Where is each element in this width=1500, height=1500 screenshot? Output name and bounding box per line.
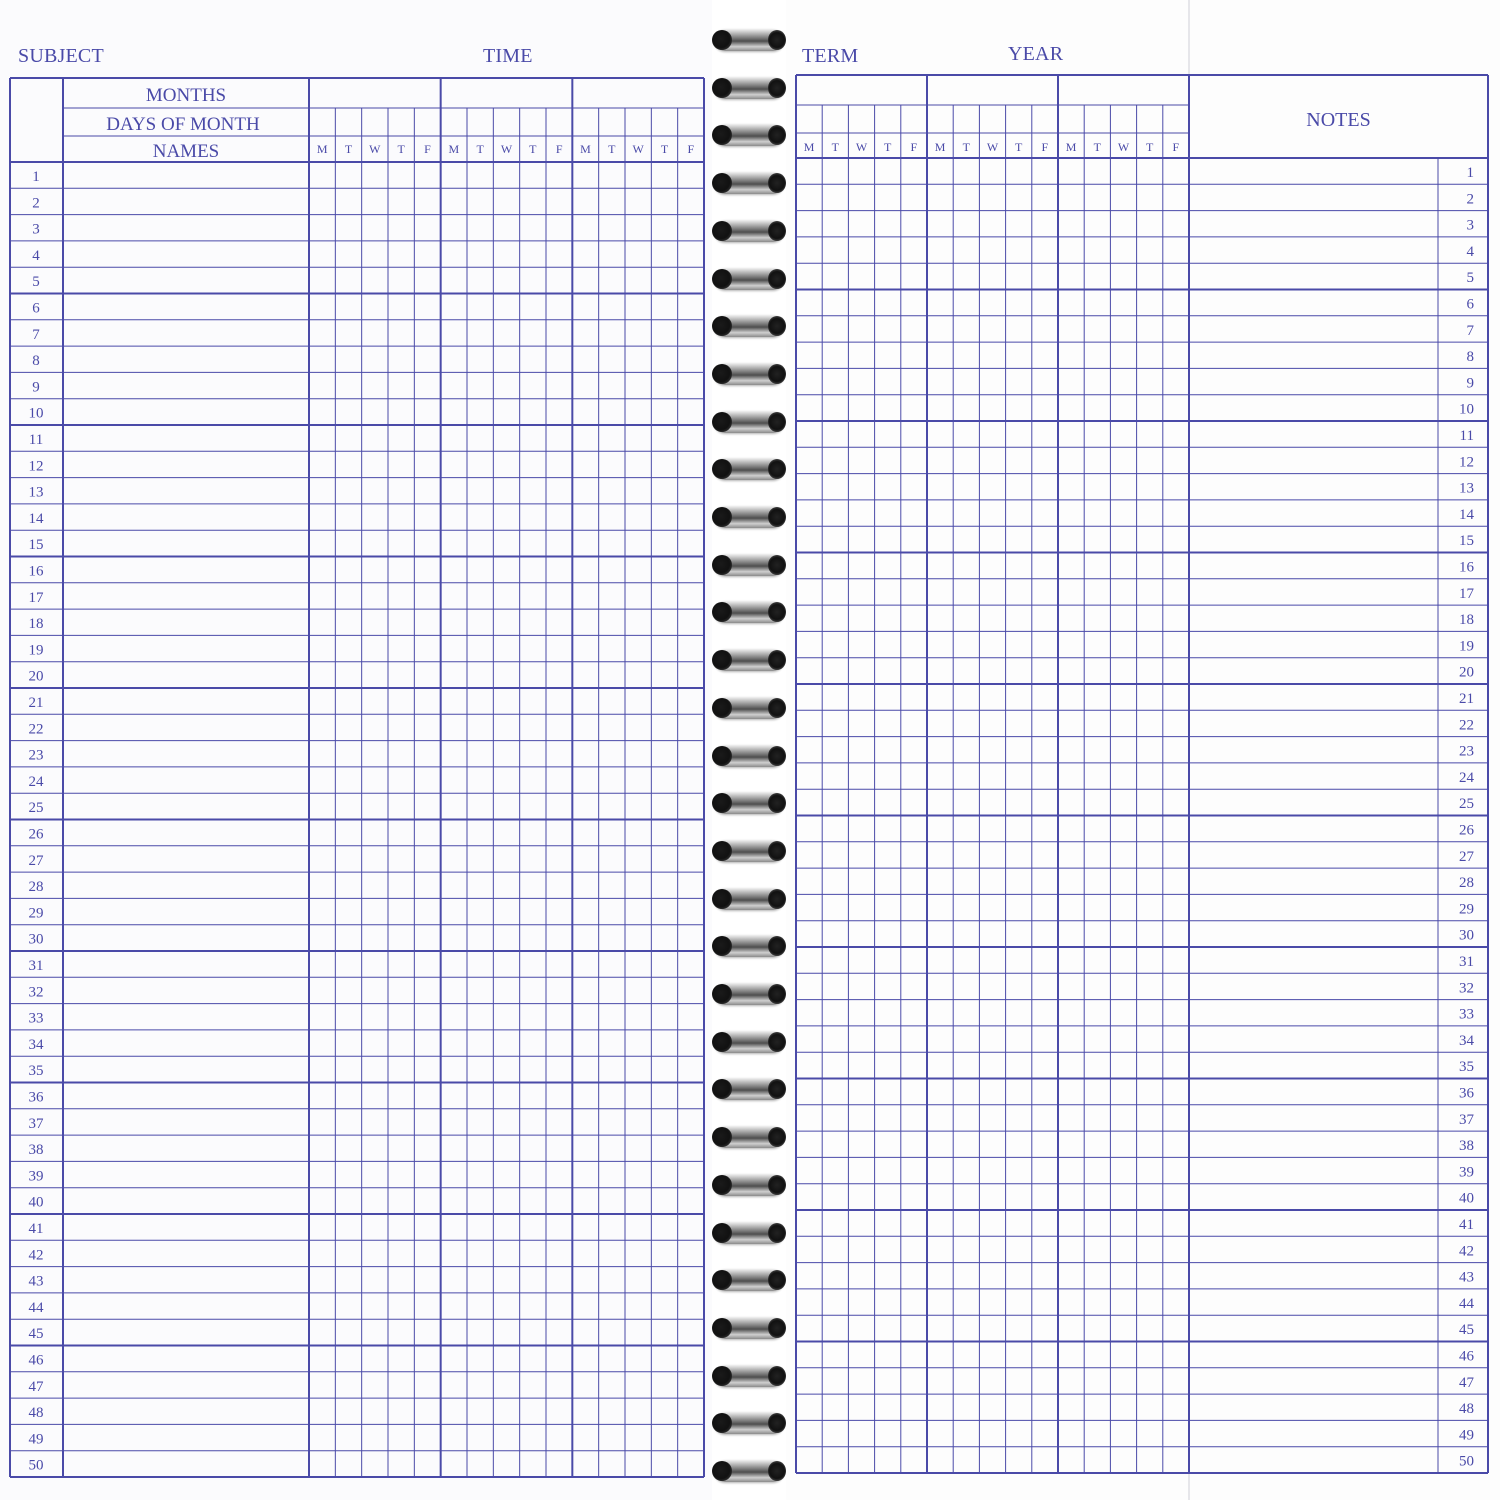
row-number: 15	[28, 537, 44, 554]
spiral-coil	[714, 1031, 784, 1053]
row-number: 3	[32, 221, 40, 238]
row-number: 32	[28, 984, 44, 1001]
spiral-coil	[714, 935, 784, 957]
row-number: 14	[1459, 506, 1474, 523]
row-number: 36	[1459, 1085, 1474, 1102]
row-number: 23	[28, 747, 44, 764]
weekday-label: T	[608, 142, 616, 156]
row-number: 26	[1459, 822, 1474, 839]
row-number: 32	[1459, 980, 1474, 997]
spiral-coil	[714, 315, 784, 337]
row-number: 21	[28, 695, 44, 711]
term-label: TERM	[802, 45, 859, 67]
spiral-coil	[714, 888, 784, 910]
row-number: 34	[1459, 1032, 1474, 1049]
weekday-label: W	[1117, 140, 1130, 154]
spiral-coil	[714, 1126, 784, 1148]
row-number: 13	[1459, 480, 1474, 497]
weekday-label: M	[934, 140, 946, 154]
weekday-label: T	[1015, 140, 1023, 154]
row-number: 37	[1459, 1111, 1474, 1128]
weekday-label: T	[529, 142, 537, 156]
weekday-label: T	[884, 140, 892, 154]
row-number: 6	[1466, 296, 1474, 313]
row-number: 27	[28, 852, 44, 869]
row-number: 44	[28, 1299, 44, 1316]
row-number: 8	[32, 353, 40, 370]
notes-header: NOTES	[1306, 109, 1371, 131]
spiral-coil	[714, 601, 784, 623]
row-number: 24	[1459, 769, 1474, 786]
row-number: 49	[28, 1431, 44, 1448]
weekday-label: F	[424, 142, 431, 156]
row-number: 16	[1459, 559, 1474, 576]
weekday-label: F	[1172, 140, 1180, 154]
row-number: 31	[28, 958, 44, 974]
row-number: 25	[1459, 796, 1474, 813]
weekday-label: M	[803, 140, 815, 154]
row-number: 13	[28, 484, 44, 501]
row-number: 35	[28, 1063, 44, 1080]
row-number: 42	[28, 1247, 44, 1264]
row-number: 2	[1466, 191, 1474, 208]
row-number: 50	[28, 1457, 44, 1474]
row-number: 19	[28, 642, 44, 659]
row-number: 6	[32, 300, 40, 317]
row-number: 30	[1459, 927, 1474, 944]
spiral-coil	[714, 792, 784, 814]
row-number: 17	[1459, 585, 1474, 602]
spiral-coil	[714, 220, 784, 242]
row-number: 21	[1459, 691, 1474, 707]
row-number: 9	[1466, 375, 1474, 392]
row-number: 38	[28, 1142, 44, 1159]
row-number: 2	[32, 195, 40, 212]
row-number: 40	[1459, 1190, 1474, 1207]
row-number: 31	[1459, 954, 1474, 970]
spiral-coil	[714, 363, 784, 385]
row-number: 18	[28, 616, 44, 633]
weekday-label: F	[555, 142, 563, 156]
row-number: 4	[32, 247, 40, 264]
row-number: 4	[1466, 243, 1474, 260]
weekday-label: W	[986, 140, 999, 154]
spiral-coil	[714, 1174, 784, 1196]
row-number: 46	[1459, 1348, 1474, 1365]
weekday-label: M	[316, 142, 328, 156]
row-number: 7	[32, 326, 40, 343]
spiral-coil	[714, 840, 784, 862]
names-header: NAMES	[152, 141, 220, 162]
weekday-label: T	[1146, 140, 1154, 154]
spiral-coil	[714, 1317, 784, 1339]
spiral-coil	[714, 506, 784, 528]
row-number: 44	[1459, 1295, 1474, 1312]
weekday-label: T	[962, 140, 970, 154]
row-number: 45	[28, 1326, 44, 1343]
row-number: 14	[28, 510, 44, 527]
row-number: 12	[28, 458, 44, 475]
row-number: 40	[28, 1194, 44, 1211]
row-number: 9	[32, 379, 40, 396]
weekday-label: W	[500, 142, 513, 156]
days-of-month-header: DAYS OF MONTH	[106, 114, 260, 135]
spiral-coil	[714, 1269, 784, 1291]
row-number: 22	[28, 721, 44, 738]
weekday-label: T	[1093, 140, 1101, 154]
spiral-coil	[714, 77, 784, 99]
weekday-label: M	[448, 142, 460, 156]
row-number: 49	[1459, 1427, 1474, 1444]
row-number: 11	[28, 432, 44, 448]
row-number: 24	[28, 773, 44, 790]
spiral-binding	[710, 0, 790, 1500]
row-number: 22	[1459, 717, 1474, 734]
row-number: 5	[1466, 270, 1474, 287]
row-number: 48	[1459, 1401, 1474, 1418]
row-number: 39	[1459, 1164, 1474, 1181]
row-number: 11	[1459, 428, 1474, 444]
weekday-label: T	[660, 142, 669, 156]
row-number: 12	[1459, 454, 1474, 471]
row-number: 25	[28, 800, 44, 817]
row-number: 36	[28, 1089, 44, 1106]
spiral-coil	[714, 983, 784, 1005]
year-label: YEAR	[1008, 43, 1064, 65]
spiral-coil	[714, 1412, 784, 1434]
spiral-coil	[714, 554, 784, 576]
row-number: 16	[28, 563, 44, 580]
row-number: 43	[1459, 1269, 1474, 1286]
weekday-label: W	[855, 140, 868, 154]
row-number: 37	[28, 1115, 44, 1132]
row-number: 43	[28, 1273, 44, 1290]
time-label: TIME	[483, 45, 533, 67]
spiral-coil	[714, 1365, 784, 1387]
row-number: 48	[28, 1405, 44, 1422]
row-number: 10	[1459, 401, 1474, 418]
spiral-coil	[714, 268, 784, 290]
weekday-label: W	[632, 142, 644, 156]
row-number: 35	[1459, 1059, 1474, 1076]
spiral-coil	[714, 458, 784, 480]
weekday-label: F	[1041, 140, 1049, 154]
spiral-coil	[714, 1222, 784, 1244]
spiral-coil	[714, 1078, 784, 1100]
row-number: 15	[1459, 533, 1474, 550]
row-number: 50	[1459, 1453, 1474, 1470]
spiral-coil	[714, 1460, 784, 1482]
spiral-coil	[714, 124, 784, 146]
row-number: 28	[28, 879, 44, 896]
row-number: 47	[1459, 1374, 1474, 1391]
row-number: 3	[1466, 217, 1474, 234]
row-number: 42	[1459, 1243, 1474, 1260]
row-number: 41	[28, 1221, 44, 1237]
right-register-grid	[786, 0, 1500, 1500]
row-number: 18	[1459, 612, 1474, 629]
row-number: 45	[1459, 1322, 1474, 1339]
weekday-label: T	[344, 142, 353, 156]
subject-label: SUBJECT	[18, 45, 104, 67]
row-number: 8	[1466, 349, 1474, 366]
spiral-coil	[714, 649, 784, 671]
row-number: 20	[1459, 664, 1474, 681]
row-number: 28	[1459, 875, 1474, 892]
row-number: 34	[28, 1036, 44, 1053]
weekday-label: F	[687, 142, 695, 156]
row-number: 46	[28, 1352, 44, 1369]
weekday-label: W	[369, 142, 381, 156]
row-number: 7	[1466, 322, 1474, 339]
row-number: 47	[28, 1378, 44, 1395]
row-number: 23	[1459, 743, 1474, 760]
weekday-label: T	[397, 142, 405, 156]
weekday-label: M	[1065, 140, 1077, 154]
row-number: 33	[1459, 1006, 1474, 1023]
left-register-grid	[0, 0, 712, 1500]
row-number: 39	[28, 1168, 44, 1185]
weekday-label: M	[580, 142, 591, 156]
row-number: 5	[32, 274, 40, 291]
row-number: 29	[1459, 901, 1474, 918]
spiral-coil	[714, 697, 784, 719]
row-number: 10	[28, 405, 44, 422]
weekday-label: T	[831, 140, 839, 154]
spiral-coil	[714, 745, 784, 767]
row-number: 1	[32, 169, 40, 185]
row-number: 17	[28, 589, 44, 606]
row-number: 29	[28, 905, 44, 922]
spiral-coil	[714, 411, 784, 433]
row-number: 38	[1459, 1138, 1474, 1155]
row-number: 19	[1459, 638, 1474, 655]
row-number: 41	[1459, 1217, 1474, 1233]
row-number: 1	[1466, 165, 1474, 181]
row-number: 30	[28, 931, 44, 948]
spiral-coil	[714, 29, 784, 51]
row-number: 27	[1459, 848, 1474, 865]
spiral-coil	[714, 172, 784, 194]
weekday-label: F	[910, 140, 918, 154]
months-header: MONTHS	[145, 85, 227, 106]
row-number: 20	[28, 668, 44, 685]
weekday-label: T	[476, 142, 484, 156]
row-number: 26	[28, 826, 44, 843]
row-number: 33	[28, 1010, 44, 1027]
